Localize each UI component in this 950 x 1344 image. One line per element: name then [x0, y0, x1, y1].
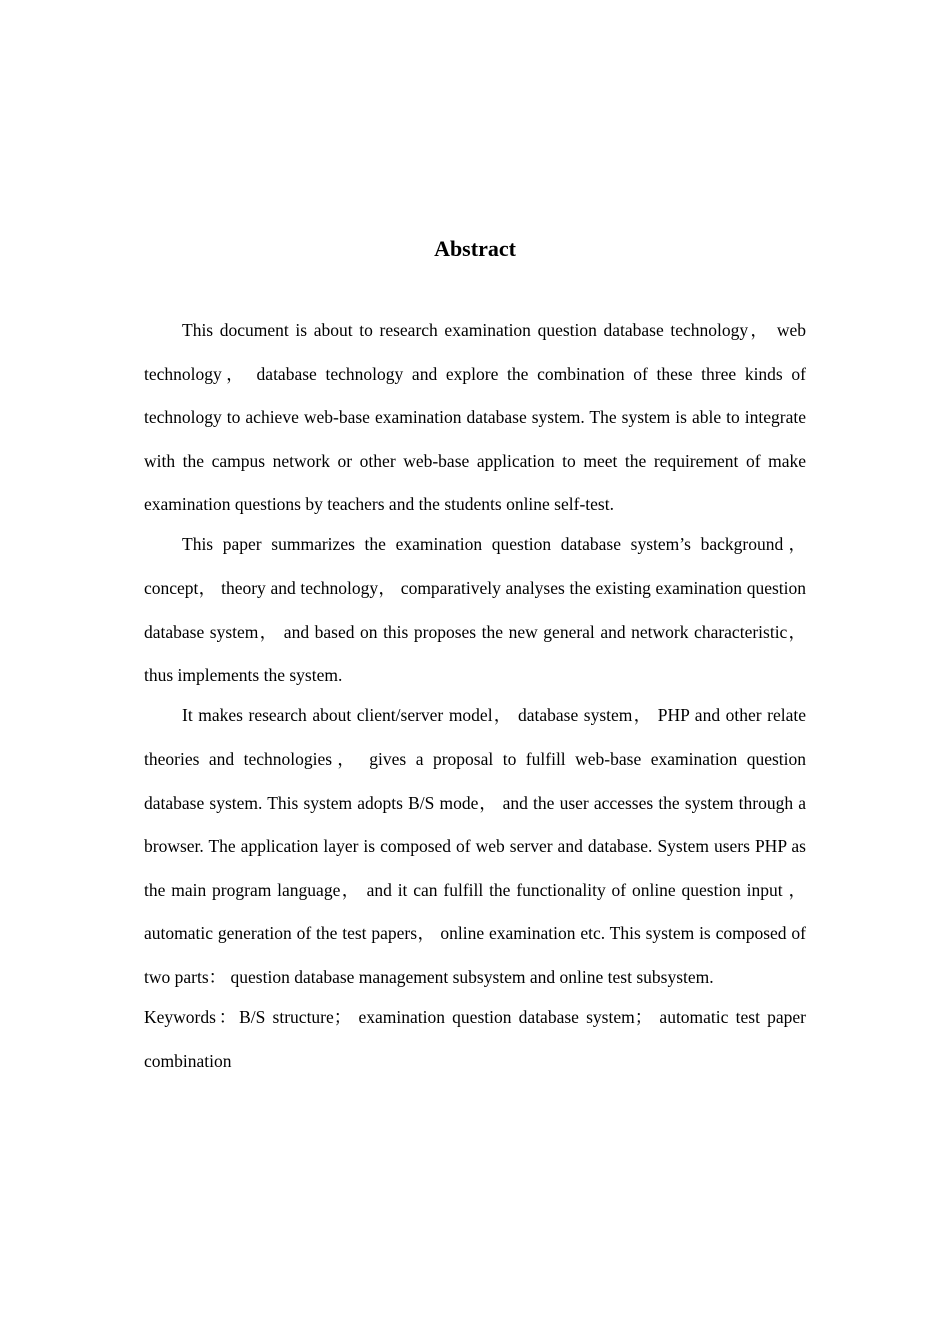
keywords-line: Keywords：B/S structure； examination question database system； automatic test paper combination [144, 1007, 806, 1071]
abstract-paragraph-1: This document is about to research examination question database technology， web technology， database technology and explore the combination of these three kinds of technology to achieve web-base examination database system. The system is able to integrate with the campus network or other web-base application to meet the requirement of make examination questions by teachers and the students online self-test. [144, 320, 806, 515]
abstract-body [144, 309, 806, 1083]
abstract-paragraph-2: This paper summarizes the examination question database system’s background， concept， theory and technology， comparatively analyses the existing examination question database system， and based on this proposes the new general and network characteristic， thus implements the system. [144, 534, 806, 686]
abstract-title: Abstract [434, 236, 516, 261]
abstract-paragraph-3: It makes research about client/server model， database system， PHP and other relate theories and technologies， gives a proposal to fulfill web-base examination question database system. This system adopts B/S mode， and the user accesses the system through a browser. The application layer is composed of web server and database. System users PHP as the main program language， and it can fulfill the functionality of online question input ， automatic generation of the test papers， online examination etc. This system is composed of two parts： question database management subsystem and online test subsystem. [144, 705, 806, 987]
